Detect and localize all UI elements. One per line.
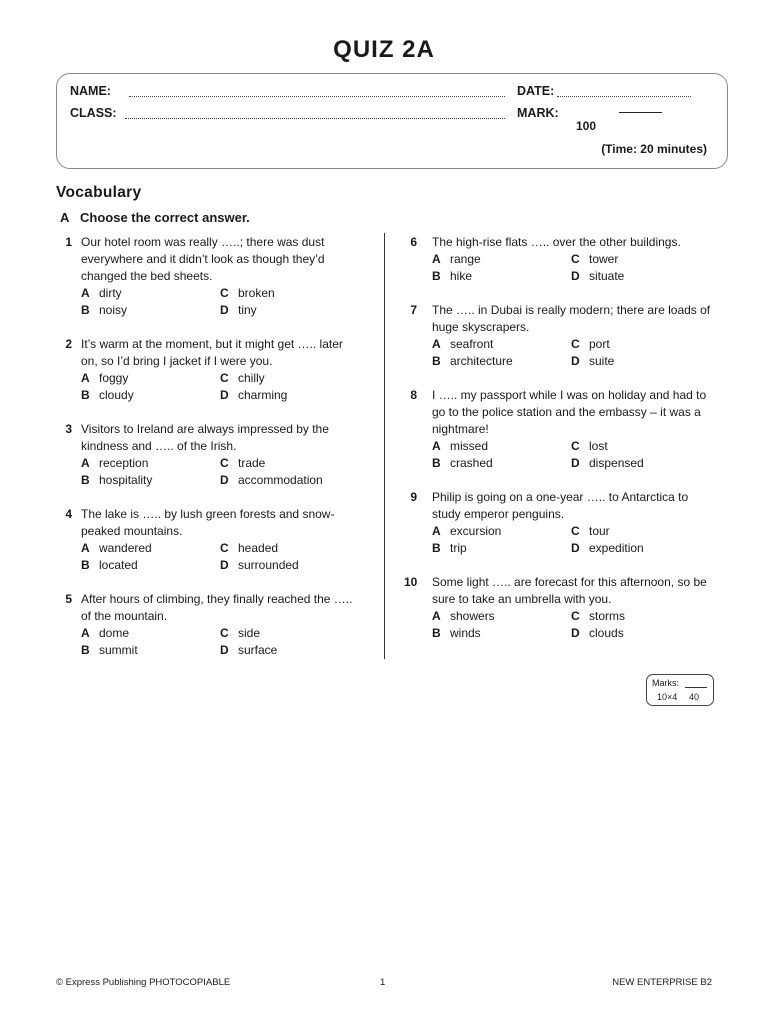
answer-option-b[interactable] [432, 353, 571, 370]
question-number: 2 [65, 337, 72, 351]
answer-option-b[interactable] [432, 625, 571, 642]
option-text: range [450, 252, 481, 266]
answer-options [81, 540, 360, 574]
question-number: 8 [410, 388, 417, 402]
name-label: NAME: [70, 84, 111, 98]
marks-label: Marks: [652, 678, 679, 688]
name-field[interactable] [129, 96, 505, 97]
question-1 [60, 234, 360, 319]
option-text: expedition [589, 541, 644, 555]
marks-blank[interactable] [685, 687, 707, 688]
time-note: (Time: 20 minutes) [601, 142, 707, 156]
question-text: Philip is going on a one-year ….. to Antarctica to study emperor penguins. [432, 490, 689, 521]
answer-options [432, 608, 714, 642]
option-text: cloudy [99, 388, 134, 402]
question-4 [60, 506, 360, 574]
marks-box [646, 674, 714, 706]
instruction [60, 210, 250, 225]
option-text: trip [450, 541, 467, 555]
option-letter: A [81, 286, 90, 300]
question-text: Visitors to Ireland are always impressed by the kindness and ….. of the Irish. [81, 422, 329, 453]
option-text: hike [450, 269, 473, 283]
answer-option-b[interactable] [81, 642, 220, 659]
option-letter: B [81, 388, 90, 402]
section-title: Vocabulary [56, 184, 142, 201]
option-text: broken [238, 286, 275, 300]
option-text: side [238, 626, 261, 640]
option-text: surface [238, 643, 278, 657]
answer-option-b[interactable] [81, 302, 220, 319]
question-number: 3 [65, 422, 72, 436]
answer-options [81, 285, 360, 319]
option-text: dome [99, 626, 130, 640]
mark-denominator: 100 [576, 119, 597, 133]
answer-option-c[interactable] [571, 523, 714, 540]
answer-option-d[interactable] [220, 642, 360, 659]
date-label: DATE: [517, 84, 555, 98]
option-text: foggy [99, 371, 129, 385]
option-text: seafront [450, 337, 494, 351]
question-text: The ….. in Dubai is really modern; there are loads of huge skyscrapers. [432, 303, 711, 334]
option-letter: D [220, 388, 229, 402]
option-text: hospitality [99, 473, 153, 487]
class-field[interactable] [125, 118, 505, 119]
option-text: clouds [589, 626, 624, 640]
option-text: headed [238, 541, 279, 555]
answer-option-c[interactable] [571, 438, 714, 455]
question-number: 9 [410, 490, 417, 504]
answer-option-a[interactable] [432, 523, 571, 540]
option-text: summit [99, 643, 138, 657]
option-letter: A [81, 541, 90, 555]
answer-option-d[interactable] [571, 455, 714, 472]
footer-course: NEW ENTERPRISE B2 [612, 977, 712, 988]
option-letter: B [432, 626, 441, 640]
answer-option-c[interactable] [220, 625, 360, 642]
answer-option-a[interactable] [432, 608, 571, 625]
answer-options [81, 370, 360, 404]
option-text: dirty [99, 286, 122, 300]
question-6 [404, 234, 714, 285]
option-letter: D [571, 541, 580, 555]
option-text: excursion [450, 524, 502, 538]
question-9 [404, 489, 714, 557]
question-2 [60, 336, 360, 404]
page-title: QUIZ 2A [333, 36, 435, 63]
question-number: 10 [404, 575, 418, 589]
option-letter: C [220, 286, 229, 300]
answer-options [432, 523, 714, 557]
option-text: chilly [238, 371, 265, 385]
answer-option-b[interactable] [432, 268, 571, 285]
answer-option-b[interactable] [81, 387, 220, 404]
option-letter: A [432, 524, 441, 538]
option-text: accommodation [238, 473, 323, 487]
option-letter: D [220, 303, 229, 317]
marks-total: 40 [689, 692, 700, 702]
answer-option-d[interactable] [220, 557, 360, 574]
answer-option-b[interactable] [81, 472, 220, 489]
option-letter: C [571, 609, 580, 623]
answer-option-d[interactable] [220, 472, 360, 489]
answer-option-a[interactable] [81, 455, 220, 472]
option-letter: D [220, 473, 229, 487]
question-7 [404, 302, 714, 370]
option-letter: A [81, 626, 90, 640]
option-text: architecture [450, 354, 513, 368]
option-text: storms [589, 609, 625, 623]
answer-option-a[interactable] [81, 625, 220, 642]
option-letter: A [432, 439, 441, 453]
option-text: trade [238, 456, 266, 470]
answer-option-a[interactable] [432, 336, 571, 353]
answer-option-c[interactable] [220, 540, 360, 557]
option-letter: C [220, 456, 229, 470]
question-number: 4 [65, 507, 72, 521]
question-5 [60, 591, 360, 659]
option-letter: A [81, 371, 90, 385]
option-letter: C [220, 371, 229, 385]
student-info-box [56, 73, 728, 169]
answer-options [432, 336, 714, 370]
option-text: situate [589, 269, 625, 283]
option-text: port [589, 337, 610, 351]
option-letter: B [81, 303, 90, 317]
option-letter: D [571, 269, 580, 283]
answer-option-c[interactable] [571, 336, 714, 353]
option-letter: C [220, 541, 229, 555]
option-letter: A [432, 609, 441, 623]
answer-options [432, 438, 714, 472]
answer-option-a[interactable] [81, 285, 220, 302]
option-text: tour [589, 524, 610, 538]
option-letter: D [571, 626, 580, 640]
option-text: located [99, 558, 138, 572]
questions-column-left [60, 234, 360, 676]
mark-label: MARK: [517, 106, 559, 120]
option-text: wandered [99, 541, 152, 555]
question-number: 7 [410, 303, 417, 317]
question-text: Our hotel room was really …..; there was dust everywhere and it didn’t look as though they’d changed the bed sheets. [81, 235, 325, 283]
question-number: 1 [65, 235, 72, 249]
option-letter: B [81, 643, 90, 657]
option-text: crashed [450, 456, 493, 470]
class-label: CLASS: [70, 106, 117, 120]
option-text: surrounded [238, 558, 299, 572]
option-text: lost [589, 439, 608, 453]
answer-option-c[interactable] [571, 251, 714, 268]
answer-option-b[interactable] [81, 557, 220, 574]
question-3 [60, 421, 360, 489]
questions-column-right [404, 234, 714, 659]
option-letter: A [81, 456, 90, 470]
option-text: missed [450, 439, 489, 453]
option-letter: C [571, 337, 580, 351]
option-letter: B [432, 269, 441, 283]
answer-options [432, 251, 714, 285]
option-letter: B [432, 354, 441, 368]
answer-option-a[interactable] [432, 251, 571, 268]
option-letter: C [220, 626, 229, 640]
option-text: dispensed [589, 456, 644, 470]
option-letter: C [571, 439, 580, 453]
answer-options [81, 455, 360, 489]
option-text: tiny [238, 303, 257, 317]
option-text: charming [238, 388, 288, 402]
option-letter: D [220, 643, 229, 657]
question-text: After hours of climbing, they finally reached the ….. of the mountain. [81, 592, 353, 623]
option-letter: C [571, 252, 580, 266]
option-letter: D [571, 456, 580, 470]
answer-option-c[interactable] [220, 370, 360, 387]
footer-page-number: 1 [380, 977, 386, 988]
option-text: suite [589, 354, 615, 368]
answer-option-c[interactable] [220, 285, 360, 302]
option-text: showers [450, 609, 495, 623]
question-text: Some light ….. are forecast for this afternoon, so be sure to take an umbrella with you. [432, 575, 707, 606]
option-text: noisy [99, 303, 128, 317]
answer-option-a[interactable] [81, 540, 220, 557]
instruction-text: Choose the correct answer. [80, 210, 250, 225]
option-letter: A [432, 337, 441, 351]
answer-options [81, 625, 360, 659]
question-text: The high-rise flats ….. over the other buildings. [432, 235, 681, 249]
option-letter: B [81, 558, 90, 572]
date-field[interactable] [557, 96, 691, 97]
marks-calc: 10×4 [657, 692, 678, 702]
option-text: tower [589, 252, 619, 266]
option-letter: A [432, 252, 441, 266]
answer-option-d[interactable] [220, 302, 360, 319]
answer-option-b[interactable] [432, 455, 571, 472]
option-letter: B [432, 541, 441, 555]
option-text: winds [450, 626, 481, 640]
instruction-letter: A [60, 210, 70, 225]
answer-option-c[interactable] [220, 455, 360, 472]
mark-fraction-line [619, 112, 662, 113]
question-text: I ….. my passport while I was on holiday and had to go to the police station and the embassy – it was a nightmare! [432, 388, 707, 436]
option-letter: B [81, 473, 90, 487]
answer-option-d[interactable] [571, 540, 714, 557]
answer-option-a[interactable] [432, 438, 571, 455]
question-number: 6 [410, 235, 417, 249]
option-letter: C [571, 524, 580, 538]
column-divider [384, 233, 385, 659]
footer-publisher: © Express Publishing PHOTOCOPIABLE [56, 977, 231, 988]
option-letter: D [220, 558, 229, 572]
answer-option-d[interactable] [571, 625, 714, 642]
question-number: 5 [65, 592, 72, 606]
question-8 [404, 387, 714, 472]
option-letter: B [432, 456, 441, 470]
question-text: The lake is ….. by lush green forests and snow-peaked mountains. [81, 507, 335, 538]
answer-option-a[interactable] [81, 370, 220, 387]
option-letter: D [571, 354, 580, 368]
question-10 [404, 574, 714, 642]
answer-option-d[interactable] [220, 387, 360, 404]
option-text: reception [99, 456, 149, 470]
answer-option-d[interactable] [571, 268, 714, 285]
answer-option-c[interactable] [571, 608, 714, 625]
question-text: It’s warm at the moment, but it might get ….. later on, so I’d bring I jacket if I were you. [81, 337, 343, 368]
answer-option-d[interactable] [571, 353, 714, 370]
answer-option-b[interactable] [432, 540, 571, 557]
